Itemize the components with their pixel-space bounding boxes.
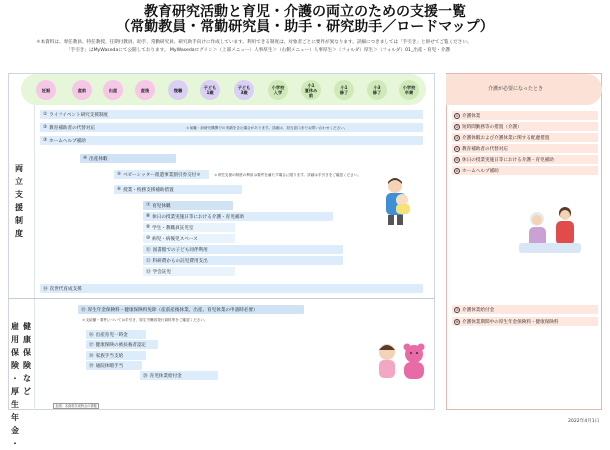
child-with-teddy-illustration [372,340,434,384]
support-item-9: ⑨ 学生・教職員託児室 [143,223,235,232]
timeline-node-grade1-end: 小1 修了 [334,80,354,100]
timeline-node-age1: 子ども 1歳 [200,80,220,100]
support-note-2: ＊育児支援の制度の利用は要件を満たす場合に限ります。詳細は手引きをご確認ください。 [214,173,362,177]
section-support-label: 両 立 支 援 制 度 [15,164,23,238]
document-date: 2022年4月1日 [568,419,600,424]
timeline-node-postnatal: 産後 [135,80,155,100]
timeline-node-return: 復職 [168,80,188,100]
timeline-node-school-entry: 小学校 入学 [268,80,288,100]
page-subtitle: （常勤教員・常勤研究員・助手・研究助手／ロードマップ） [116,19,494,35]
section-divider [8,298,435,299]
insurance-item-6: ⑳ 育児休業給付金 [140,371,218,380]
timeline-node-age3: 子ども 3歳 [234,80,254,100]
care-item-2: ② 短時間勤務等の措置（介護） [452,122,598,131]
timeline-node-grade3-end: 小3 修了 [367,80,387,100]
insurance-item-2: ⑯ 出産育児一時金 [86,330,146,339]
support-item-14: ⑭ 次世代育成支援 [40,284,423,293]
insurance-item-4: ⑱ 家族手当支給 [86,351,146,360]
care-header-label: 介護が必要になったとき [488,86,544,92]
support-item-12: ⑫ 科研費からの託児費用支出 [143,256,343,265]
support-item-7: ⑦ 育児休職 [143,201,233,210]
section-insurance-label-b: 健 康 保 険 な ど [23,322,31,396]
support-item-2: ② 教育補助者の代替対応 [40,123,423,132]
care-insurance-item-1: ⑦ 介護休業給付金 [452,305,598,314]
support-item-1: ① ライフイベント研究支援制度 [40,110,423,119]
page-title: 教育研究活動と育児・介護の両立のための支援一覧 [144,4,466,20]
care-item-4: ④ 教育補助者の代替対応 [452,144,598,153]
care-item-1: ① 介護休業 [452,111,598,120]
timeline-node-pregnancy: 妊娠 [36,80,56,100]
insurance-item-5: ⑲ 通院休暇手当 [86,361,142,370]
timeline-node-birth: 出産 [103,80,123,100]
section-insurance-label-a: 雇 用 保 険 ・ 厚 生 年 金 ・ [11,322,19,448]
support-item-11: ⑪ 図書館での子ども同伴利用 [143,245,343,254]
insurance-note: ＊支給額・要件については手引き、厚生労働省発行資料等をご確認ください。 [82,318,208,322]
care-item-6: ⑥ ホームヘルプ補助 [452,166,598,175]
support-note-1: ＊前職・前研究機関での実績を含む場合があります。詳細は、担当窓口までお問い合わせください。 [186,126,348,130]
support-item-10: ⑩ 病児・病後児スペース [143,234,235,243]
parent-with-baby-illustration [378,176,418,226]
support-item-8: ⑧ 休日の授業実施日等における介護・育児補助 [143,212,333,221]
source-note-box: 参照：本資料作成時点の情報 [53,403,99,409]
insurance-item-1: ⑮ 厚生年金保険料・健康保険料免除（産前産後休業、出産、育児休業の申請時必要） [78,305,304,314]
column-separator [34,105,35,410]
caregiver-illustration [515,205,587,257]
support-item-3: ③ ホームヘルプ補助 [40,136,423,145]
care-item-5: ⑤ 休日の授業実施日等における介護・育児補助 [452,155,598,164]
timeline-node-grade1-summer: 小1 夏休み 前 [301,80,321,100]
support-item-5: ⑤ ベビーシッター派遣事業割引券交付＊ [114,170,209,179]
timeline-node-prenatal: 産前 [72,80,92,100]
care-item-3: ③ 介護休暇および介護休業に関する配慮措置 [452,133,598,142]
insurance-item-3: ⑰ 健康保険の被扶養者認定 [86,340,158,349]
timeline-node-graduation: 小学校 卒業 [399,80,419,100]
care-insurance-item-2: ⑧ 介護休業期間中の厚生年金保険料・健康保険料 [452,317,598,326]
support-item-6: ⑥ 授業・校務支援補助措置 [114,185,242,194]
note-line-1: ＊本資料は、専任教員、特任教授、任期付教員、助手、常勤研究員、研究助手向けに作成しています。利用できる制度は、対象者ごとに要件が異なります。詳細につきましては「手引き」と併せてご覧ください。 [36,40,472,45]
support-item-13: ⑬ 学会託児 [143,267,235,276]
support-item-4: ④ 出産休暇 [80,154,176,163]
note-line-2: 「手引き」はMyWasedaにて公開しております。 MyWasedaログイン＞（上部メニュー）人事厚生＞（右側メニュー）人事厚生＞（フォルダ）厚生＞（フォルダ）01_出産・育児・介護 [66,48,451,53]
